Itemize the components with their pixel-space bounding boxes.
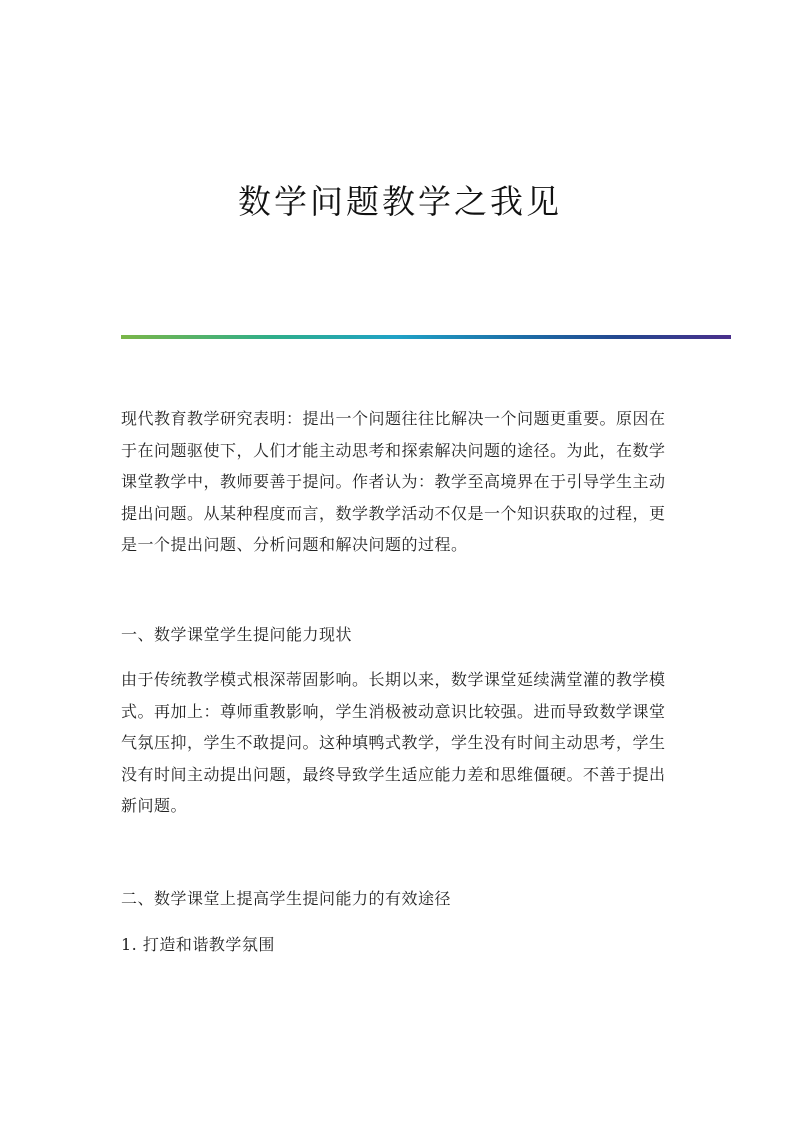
title-divider-rule: [121, 335, 731, 339]
intro-paragraph: 现代教育教学研究表明：提出一个问题往往比解决一个问题更重要。原因在于在问题驱使下，人们才能主动思考和探索解决问题的途径。为此，在数学课堂教学中，教师要善于提问。作者认为：教学至高境界在于引导学生主动提出问题。从某种程度而言，数学教学活动不仅是一个知识获取的过程，更是一个提出问题、分析问题和解决问题的过程。: [121, 409, 666, 554]
subsection1-heading: 1. 打造和谐教学氛围: [121, 935, 275, 954]
section1-heading: 一、数学课堂学生提问能力现状: [121, 625, 353, 644]
section2-heading: 二、数学课堂上提高学生提问能力的有效途径: [121, 889, 452, 908]
document-title: 数学问题教学之我见: [238, 182, 562, 221]
section1-paragraph: 由于传统教学模式根深蒂固影响。长期以来，数学课堂延续满堂灌的教学模式。再加上：尊师重教影响，学生消极被动意识比较强。进而导致数学课堂气氛压抑，学生不敢提问。这种填鸭式教学，学生没有时间主动思考，学生没有时间主动提出问题，最终导致学生适应能力差和思维僵硬。不善于提出新问题。: [121, 670, 666, 815]
